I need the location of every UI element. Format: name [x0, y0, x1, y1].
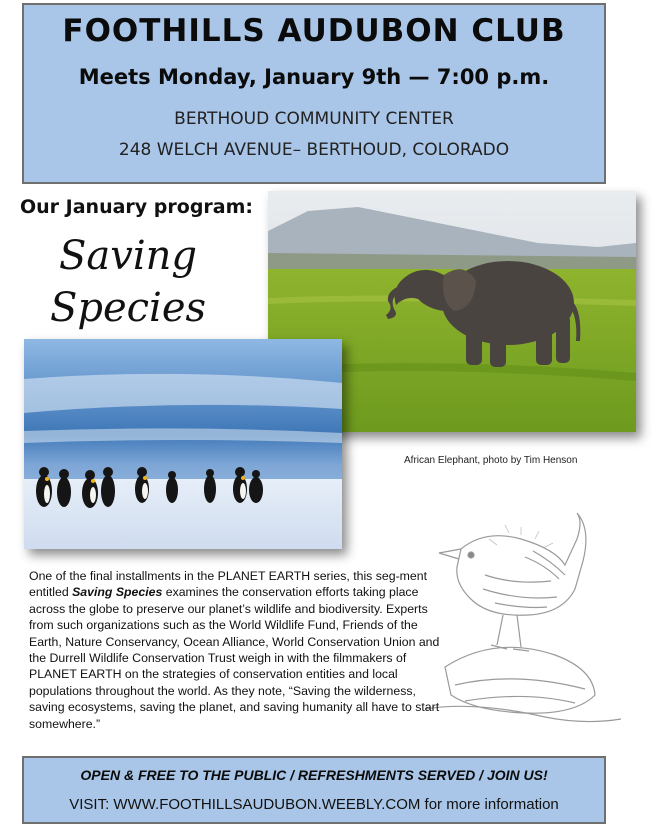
description-body: examines the conservation efforts taking place across the globe to preserve our planet’s wildlife and biodiversity. Experts from such organizations such as the World Wildlife Fund, Friends of the Earth, Nature Conservancy, Ocean Alliance, World Conservation Union and the Durrell Wildlife Conservation Trust weigh in with the filmmakers of PLANET EARTH on the strategies of conservation entities and local populations throughout the world. As they note, “Saving the wilderness, saving ecosystems, saving the planet, and saving humanity all have to start somewhere.”	[29, 585, 440, 731]
program-title-line2: Species	[49, 285, 207, 331]
wren-sketch	[425, 505, 625, 730]
club-title: FOOTHILLS AUDUBON CLUB	[62, 13, 566, 49]
meeting-time: Meets Monday, January 9th — 7:00 p.m.	[78, 65, 550, 89]
program-title-line1: Saving	[58, 233, 197, 279]
program-title	[28, 230, 228, 334]
header-banner	[22, 3, 606, 184]
description-program-title: Saving Species	[72, 585, 163, 600]
description-intro: One of the final installments in the PLANET EARTH series, this seg-ment entitled	[29, 569, 428, 600]
venue-address: 248 WELCH AVENUE– BERTHOUD, COLORADO	[118, 140, 510, 160]
elephant-caption: African Elephant, photo by Tim Henson	[404, 455, 578, 466]
program-label: Our January program:	[20, 196, 254, 218]
venue-name: BERTHOUD COMMUNITY CENTER	[174, 109, 454, 129]
penguin-photo	[24, 339, 342, 549]
footer-website: VISIT: WWW.FOOTHILLSAUDUBON.WEEBLY.COM for more information	[69, 796, 559, 813]
program-description	[29, 568, 449, 732]
footer-invitation: OPEN & FREE TO THE PUBLIC / REFRESHMENTS SERVED / JOIN US!	[80, 767, 548, 783]
footer-banner	[22, 756, 606, 824]
